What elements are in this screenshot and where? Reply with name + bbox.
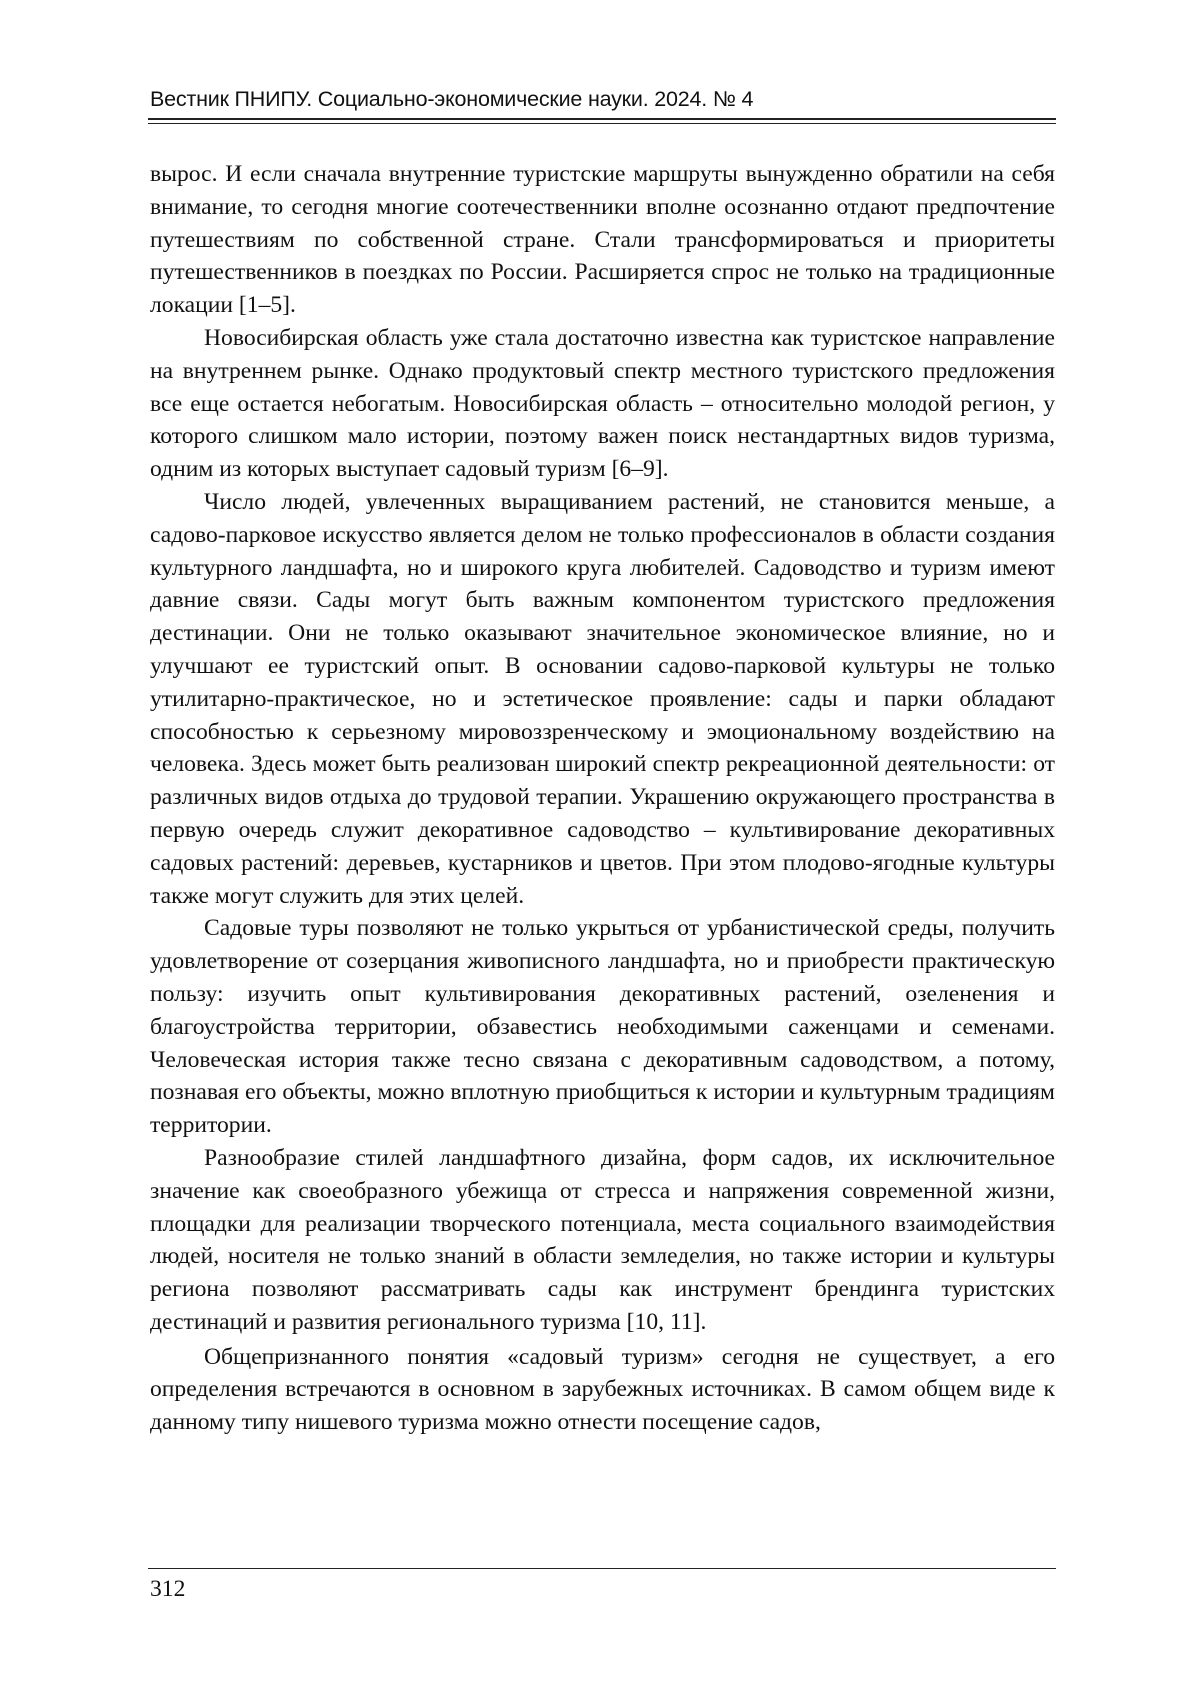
article-body — [150, 158, 1055, 1439]
header-rule-thick — [148, 118, 1056, 120]
footer-rule — [148, 1568, 1056, 1569]
page-number: 312 — [150, 1576, 186, 1602]
paragraph: Число людей, увлеченных выращиванием растений, не становится меньше, а садово-парковое искусство является делом не только профессионалов в области создания культурного ландшафта, но и широкого круга любителей. Садоводство и туризм имеют давние связи. Сады могут быть важным компонентом туристского предложения дестинации. Они не только оказывают значительное экономическое влияние, но и улучшают ее туристский опыт. В основании садово-парковой культуры не только утилитарно-практическое, но и эстетическое проявление: сады и парки обладают способностью к серьезному мировоззренческому и эмоциональному воздействию на человека. Здесь может быть реализован широкий спектр рекреационной деятельности: от различных видов отдыха до трудовой терапии. Украшению окружающего пространства в первую очередь служит декоративное садоводство – культивирование декоративных садовых растений: деревьев, кустарников и цветов. При этом плодово-ягодные культуры также могут служить для этих целей. — [150, 488, 1055, 909]
paragraph: Разнообразие стилей ландшафтного дизайна, форм садов, их исключительное значение как своеобразного убежища от стресса и напряжения современной жизни, площадки для реализации творческого потенциала, места социального взаимодействия людей, носителя не только знаний в области земледелия, но также истории и культуры региона позволяют рассматривать сады как инструмент брендинга туристских дестинаций и развития регионального туризма [10, 11]. — [150, 1144, 1055, 1335]
header-rule-thin — [148, 123, 1056, 124]
paragraph: Садовые туры позволяют не только укрыться от урбанистической среды, получить удовлетворение от созерцания живописного ландшафта, но и приобрести практическую пользу: изучить опыт культивирования декоративных растений, озеленения и благоустройства территории, обзавестись необходимыми саженцами и семенами. Человеческая история также тесно связана с декоративным садоводством, а потому, познавая его объекты, можно вплотную приобщиться к истории и культурным традициям территории. — [150, 915, 1055, 1139]
paragraph-continuation: вырос. И если сначала внутренние туристские маршруты вынужденно обратили на себя внимание, то сегодня многие соотечественники вполне осознанно отдают предпочтение путешествиям по собственной стране. Стали трансформироваться и приоритеты путешественников в поездках по России. Расширяется спрос не только на традиционные локации [1–5]. — [150, 161, 1055, 319]
journal-header: Вестник ПНИПУ. Социально-экономические науки. 2024. № 4 — [150, 87, 754, 111]
paragraph: Новосибирская область уже стала достаточно известна как туристское направление на внутреннем рынке. Однако продуктовый спектр местного туристского предложения все еще остается небогатым. Новосибирская область – относительно молодой регион, у которого слишком мало истории, поэтому важен поиск нестандартных видов туризма, одним из которых выступает садовый туризм [6–9]. — [150, 324, 1055, 483]
paragraph: Общепризнанного понятия «садовый туризм» сегодня не существует, а его определения встречаются в основном в зарубежных источниках. В самом общем виде к данному типу нишевого туризма можно отнести посещение садов, — [150, 1343, 1055, 1436]
